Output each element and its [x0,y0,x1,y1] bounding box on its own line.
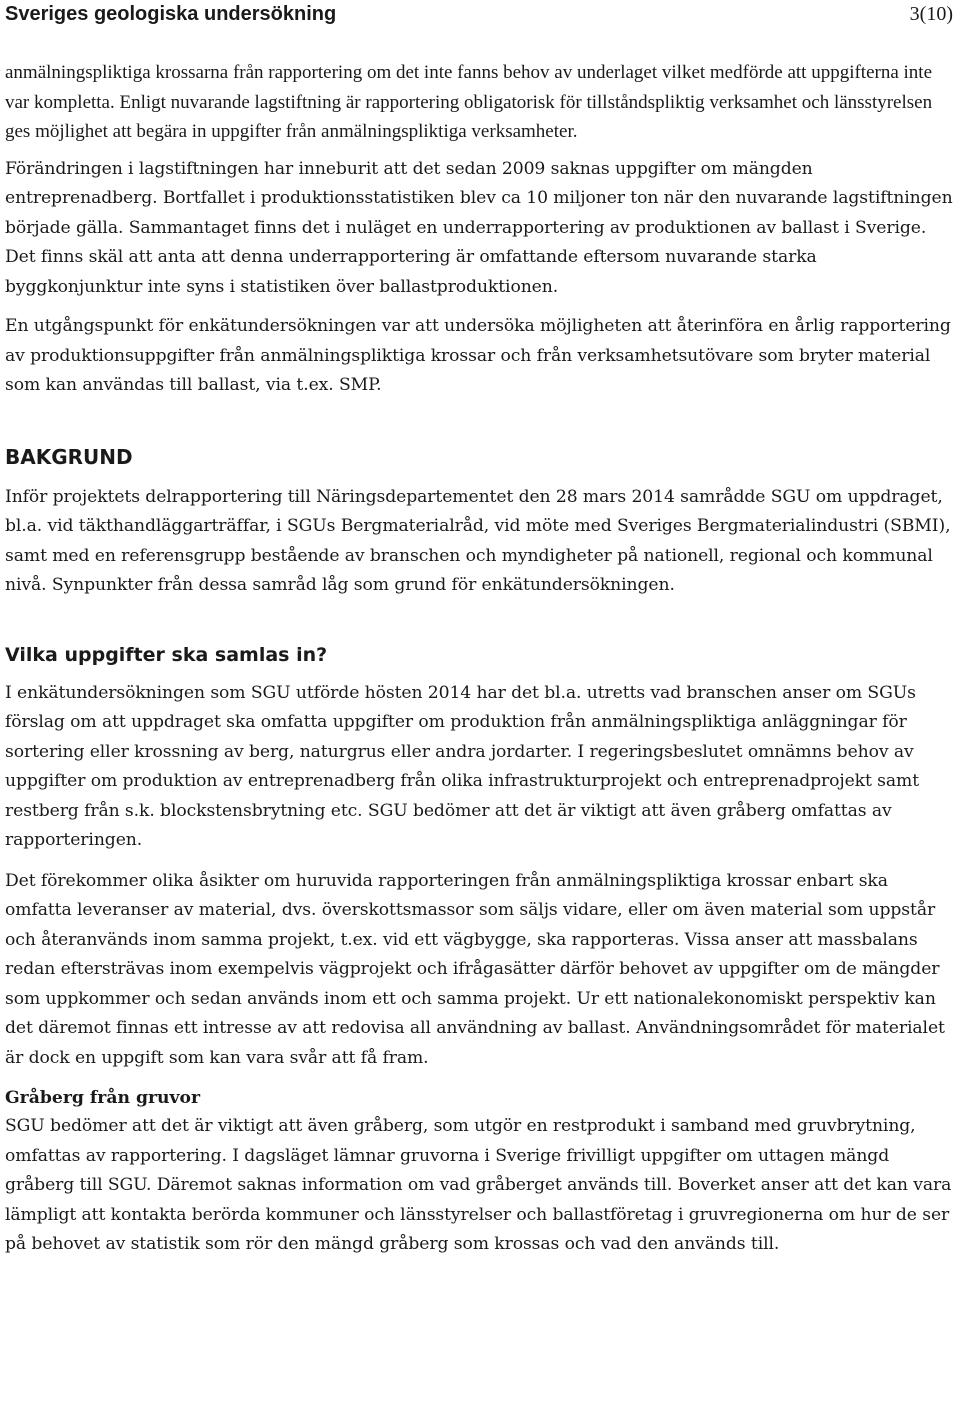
paragraph-survey-starting-point: En utgångspunkt för enkätundersökningen var att undersöka möjligheten att återinföra en årlig rapportering av produktionsuppgifter från anmälningspliktiga krossar och från verksamhetsutövare som bryter material som kan användas till ballast, via t.ex. SMP. [5,316,951,395]
paragraph-reporting-history: anmälningspliktiga krossarna från rapportering om det inte fanns behov av underlaget vilket medförde att uppgifterna inte var kompletta. Enligt nuvarande lagstiftning är rapportering obligatorisk för tillståndspliktig verksamhet och länsstyrelsen ges möjlighet att begära in uppgifter från anmälningspliktiga verksamheter. [5,62,933,142]
paragraph-background: Inför projektets delrapportering till Näringsdepartementet den 28 mars 2014 samrådde SGU om uppdraget, bl.a. vid täkthandläggarträffar, i SGUs Bergmaterialråd, vid möte med Sveriges Bergmaterialindustri (SBMI), samt med en referensgrupp bestående av branschen och myndigheter på nationell, regional och kommunal nivå. Synpunkter från dessa samråd låg som grund för enkätundersökningen. [5,486,951,595]
heading-bakgrund: BAKGRUND [5,444,133,469]
heading-graberg: Gråberg från gruvor [5,1088,201,1108]
heading-vilka-uppgifter: Vilka uppgifter ska samlas in? [5,643,328,666]
organization-name: Sveriges geologiska undersökning [5,3,337,25]
page-number: 3(10) [909,3,953,25]
paragraph-survey-results: I enkätundersökningen som SGU utförde hösten 2014 har det bl.a. utretts vad branschen anser om SGUs förslag om att uppdraget ska omfatta uppgifter om produktion från anmälningspliktiga anläggningar för sortering eller krossning av berg, naturgrus eller andra jordarter. I regeringsbeslutet omnämns behov av uppgifter om produktion av entreprenadberg från olika infrastrukturprojekt och entreprenadprojekt samt restberg från s.k. blockstensbrytning etc. SGU bedömer att det är viktigt att även gråberg omfattas av rapporteringen. [5,682,920,850]
document-page [5,0,955,1260]
paragraph-legislation-change: Förändringen i lagstiftningen har inneburit att det sedan 2009 saknas uppgifter om mängden entreprenadberg. Bortfallet i produktionsstatistiken blev ca 10 miljoner ton när den nuvarande lagstiftningen började gälla. Sammantaget finns det i nuläget en underrapportering av produktionen av ballast i Sverige. Det finns skäl att anta att denna underrapportering är omfattande eftersom nuvarande starka byggkonjunktur inte syns i statistiken över ballastproduktionen. [5,158,953,297]
paragraph-differing-opinions: Det förekommer olika åsikter om huruvida rapporteringen från anmälningspliktiga krossar enbart ska omfatta leveranser av material, dvs. överskottsmassor som säljs vidare, eller om även material som uppstår och återanvänds inom samma projekt, t.ex. vid ett vägbygge, ska rapporteras. Vissa anser att massbalans redan eftersträvas inom exempelvis vägprojekt och ifrågasätter därför behovet av uppgifter om de mängder som uppkommer och sedan används inom ett och samma projekt. Ur ett nationalekonomiskt perspektiv kan det däremot finnas ett intresse av att redovisa all användning av ballast. Användningsområdet för materialet är dock en uppgift som kan vara svår att få fram. [5,870,945,1068]
page-header [5,0,955,30]
paragraph-graberg: SGU bedömer att det är viktigt att även gråberg, som utgör en restprodukt i samband med gruvbrytning, omfattas av rapportering. I dagsläget lämnar gruvorna i Sverige frivilligt uppgifter om uttagen mängd gråberg till SGU. Däremot saknas information om vad gråberget används till. Boverket anser att det kan vara lämpligt att kontakta berörda kommuner och länsstyrelser och ballastföretag i gruvregionerna om hur de ser på behovet av statistik som rör den mängd gråberg som krossas och vad den används till. [5,1116,952,1254]
